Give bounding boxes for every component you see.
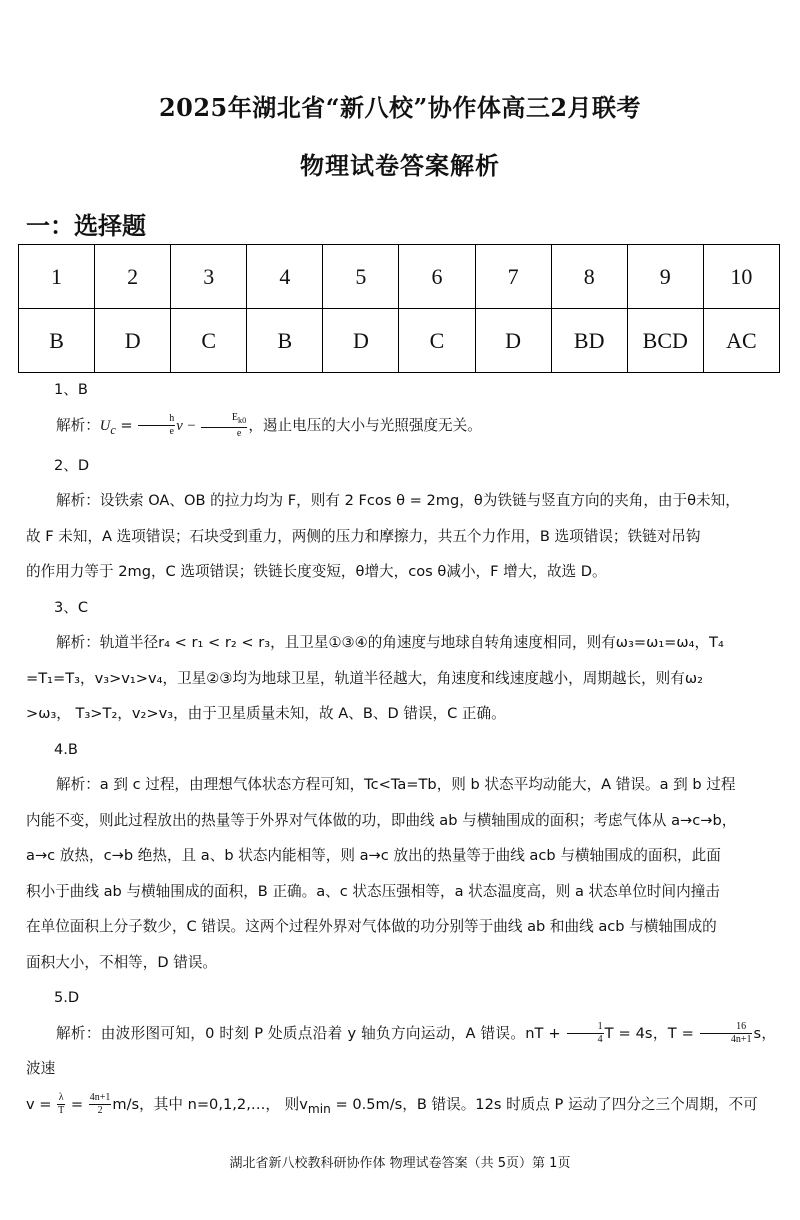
answer-table-number-row (19, 245, 780, 309)
fraction-h-over-e: $\frac{h}{e}$ (138, 413, 175, 438)
fraction-ek0-over-e: $\frac{E_{k0}}{e}$ (201, 412, 247, 440)
section-title: 一：选择题 (26, 212, 146, 240)
answer-table (18, 244, 780, 373)
question-number: 6 (399, 245, 475, 309)
answer-cell: C (399, 309, 475, 373)
fraction-speed: $\frac{4n+1}{2}$ (89, 1092, 111, 1117)
question-4-explanation-line: 积小于曲线 ab 与横轴围成的面积，B 正确。a、c 状态压强相等，a 状态温度高，则 a 状态单位时间内撞击 (26, 882, 720, 900)
page-title: 2025年湖北省“新八校”协作体高三2月联考 (158, 93, 642, 122)
question-3-explanation-line: >ω₃， T₃>T₂，v₂>v₃，由于卫星质量未知，故 A、B、D 错误，C 正确。 (26, 705, 506, 723)
question-4-explanation-line: 在单位面积上分子数少，C 错误。这两个过程外界对气体做的功分别等于曲线 ab 和曲线 acb 与横轴围成的 (26, 918, 717, 936)
question-2-explanation: 解析：设铁索 OA、OB 的拉力均为 F，则有 2 Fcos θ = 2mg，θ为铁链与竖直方向的夹角，由于θ未知， (56, 492, 740, 510)
question-number: 7 (475, 245, 551, 309)
question-5-explanation-line: v = $\frac{\lambda}{T}$ = $\frac{4n+1}{2}$ m/s，其中 n=0,1,2,…， 则$v_{min} = 0.5m/s$，B 错误。12s 时质点 P 运动了四分之三个周期，不可 (26, 1092, 758, 1117)
question-heading: 2、D (54, 456, 90, 474)
question-3-explanation-line: =T₁=T₃，v₃>v₁>v₄，卫星②③均为地球卫星，轨道半径越大，角速度和线速度越小，周期越长，则有ω₂ (26, 669, 703, 687)
question-heading: 4.B (54, 740, 78, 758)
question-4-explanation: 解析：a 到 c 过程，由理想气体状态方程可知，Tc<Ta=Tb，则 b 状态平均动能大，A 错误。a 到 b 过程 (56, 776, 736, 794)
question-4-explanation-line: 内能不变，则此过程放出的热量等于外界对气体做的功，即曲线 ab 与横轴围成的面积；考虑气体从 a→c→b， (26, 811, 737, 829)
question-1-explanation (26, 408, 776, 448)
answer-cell: D (475, 309, 551, 373)
answer-cell: BCD (627, 309, 703, 373)
formula-nu: ν − (176, 417, 200, 434)
question-2-explanation-line: 故 F 未知，A 选项错误；石块受到重力，两侧的压力和摩擦力，共五个力作用，B 选项错误；铁链对吊钩 (26, 527, 701, 545)
question-2-explanation-line: 的作用力等于 2mg，C 选项错误；铁链长度变短，θ增大，cos θ减小，F 增大，故选 D。 (26, 563, 607, 581)
answer-cell: AC (703, 309, 779, 373)
question-4-explanation-line: 面积大小，不相等，D 错误。 (26, 953, 218, 971)
fraction-lambda-over-t: $\frac{\lambda}{T}$ (58, 1092, 65, 1117)
question-4-explanation-line: a→c 放热，c→b 绝热，且 a、b 状态内能相等，则 a→c 放出的热量等于曲线 acb 与横轴围成的面积，此面 (26, 847, 721, 865)
answer-cell: D (95, 309, 171, 373)
question-number: 4 (247, 245, 323, 309)
answer-cell: C (171, 309, 247, 373)
formula-u-sub: c (110, 422, 116, 437)
fraction-one-quarter: $\frac{1}{4}$ (567, 1021, 604, 1046)
question-number: 5 (323, 245, 399, 309)
solutions-body (26, 372, 776, 1127)
answer-cell: B (247, 309, 323, 373)
answer-table-answer-row (19, 309, 780, 373)
answer-cell: BD (551, 309, 627, 373)
question-number: 10 (703, 245, 779, 309)
question-number: 3 (171, 245, 247, 309)
explanation-prefix: 解析： (56, 416, 100, 434)
formula-u: U (99, 417, 111, 434)
question-number: 9 (627, 245, 703, 309)
question-number: 1 (19, 245, 95, 309)
question-number: 8 (551, 245, 627, 309)
question-5-explanation: 解析：由波形图可知，0 时刻 P 处质点沿着 y 轴负方向运动，A 错误。nT + $\frac{1}{4}$ T = 4s，T = $\frac{16}{4n+1}$ s，波速 (26, 1021, 776, 1078)
answer-cell: D (323, 309, 399, 373)
explanation-text: ，遏止电压的大小与光照强度无关。 (248, 416, 482, 434)
page-subtitle: 物理试卷答案解析 (300, 151, 500, 180)
page-footer: 湖北省新八校教科研协作体 物理试卷答案（共 5页）第 1页 (229, 1156, 571, 1171)
question-3-explanation: 解析：轨道半径r₄ < r₁ < r₂ < r₃，且卫星①③④的角速度与地球自转角速度相同，则有ω₃=ω₁=ω₄，T₄ (56, 634, 724, 652)
fraction-period: $\frac{16}{4n+1}$ (700, 1021, 753, 1046)
question-number: 2 (95, 245, 171, 309)
answer-cell: B (19, 309, 95, 373)
question-heading: 3、C (54, 598, 89, 616)
formula-eq: = (115, 416, 138, 434)
question-heading: 5.D (54, 989, 80, 1007)
question-heading: 1、B (54, 381, 88, 398)
